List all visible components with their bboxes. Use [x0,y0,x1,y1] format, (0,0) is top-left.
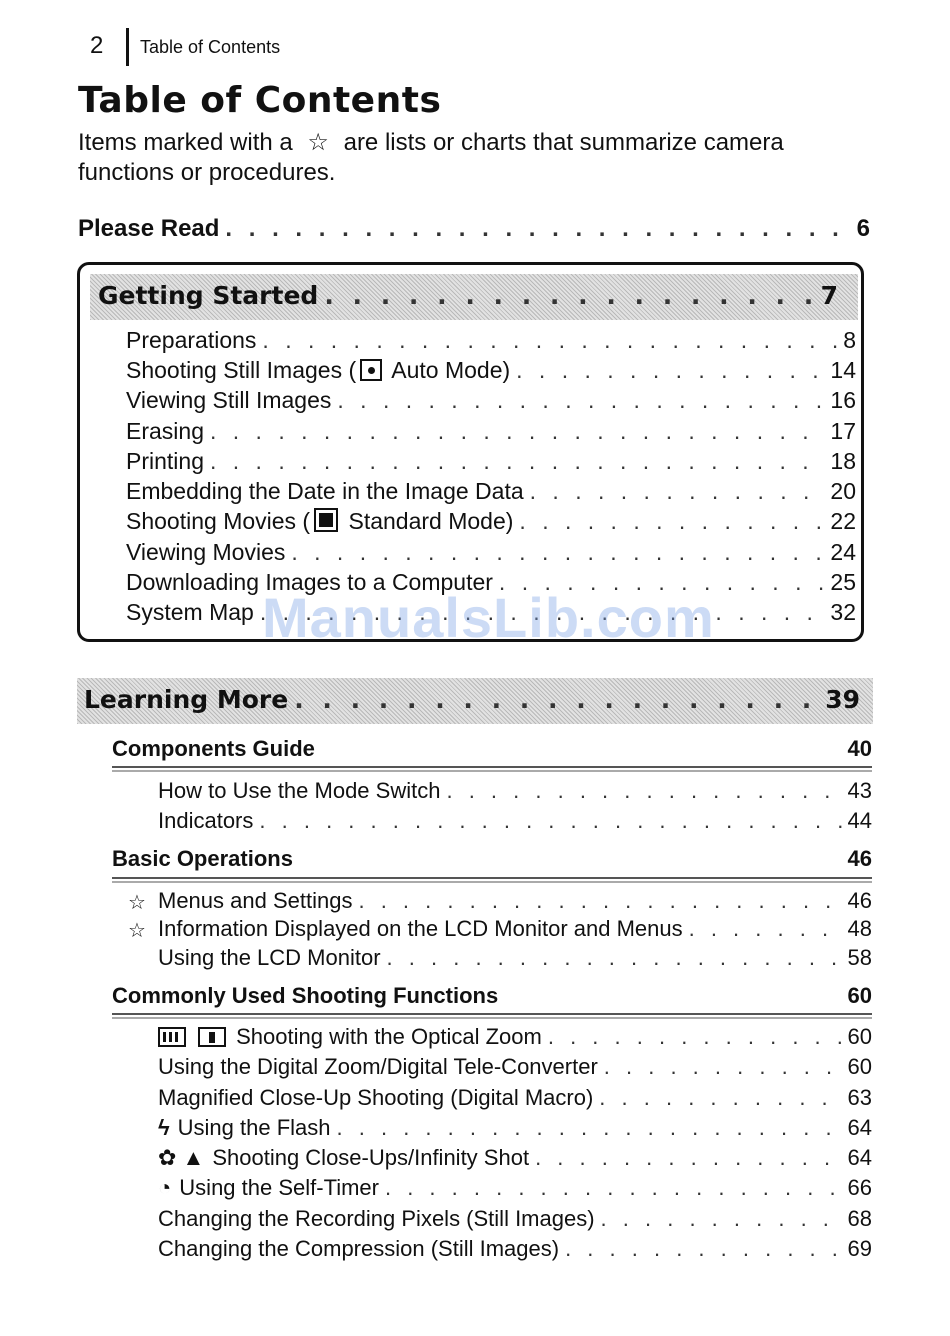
entry-page: 60 [847,1054,872,1079]
section-divider [112,766,872,772]
entry-label: Preparations [126,327,257,353]
heading-page: 7 [820,281,838,310]
dot-leader [601,1206,842,1232]
zoom-wide-icon [158,1027,186,1047]
heading-page: 39 [825,685,860,714]
entry-label: Changing the Compression (Still Images) [158,1236,560,1261]
entry-page: 46 [847,888,872,913]
label-post: Auto Mode) [386,357,511,383]
movie-standard-mode-icon [314,508,338,532]
entry-page: 69 [847,1236,872,1261]
dot-leader [358,888,841,914]
toc-section-components-guide[interactable] [112,736,872,762]
toc-entry-flash[interactable] [158,1115,872,1141]
toc-heading-getting-started[interactable] [98,281,838,310]
toc-entry-optical-zoom[interactable] [158,1024,872,1050]
entry-label: Viewing Movies [126,539,286,565]
running-header-title: Table of Contents [140,37,281,57]
toc-entry-mode-switch[interactable] [158,778,872,804]
star-icon: ☆ [307,129,329,156]
dot-leader [689,916,842,942]
toc-heading-learning-more[interactable] [84,685,860,714]
entry-label: How to Use the Mode Switch [158,778,441,803]
entry-page: 60 [847,1024,872,1049]
label-text: Using the Flash [177,1115,331,1140]
entry-page: 8 [843,327,856,353]
dot-leader [516,357,824,384]
heading-label: Getting Started [98,281,319,310]
section-page: 46 [847,846,872,871]
entry-page: 43 [847,778,872,803]
auto-mode-icon [360,359,382,381]
intro-text [78,128,868,188]
entry-label: System Map [126,599,254,625]
dot-leader [530,478,825,505]
entry-label [158,1115,331,1141]
toc-entry-menus-settings[interactable] [158,888,872,914]
section-title: Components Guide [112,736,315,761]
toc-entry-erasing[interactable] [126,418,856,445]
toc-entry-shooting-still-images[interactable] [126,357,856,384]
section-page: 60 [847,983,872,1008]
toc-entry-compression[interactable] [158,1236,872,1262]
section-title: Basic Operations [112,846,293,871]
star-icon: ☆ [128,920,146,942]
macro-infinity-icon: ✿ ▲ [158,1145,205,1170]
entry-page: 44 [847,808,872,833]
label-text: Shooting with the Optical Zoom [236,1024,542,1049]
dot-leader [565,1236,841,1262]
entry-page: 58 [847,945,872,970]
entry-page: 48 [847,916,872,941]
entry-page: 6 [856,215,870,242]
entry-label: Menus and Settings [158,888,353,913]
entry-page: 66 [847,1175,872,1200]
entry-page: 17 [830,418,856,444]
section-page: 40 [847,736,872,761]
entry-label: Printing [126,448,204,474]
entry-page: 22 [830,508,856,534]
section-title: Commonly Used Shooting Functions [112,983,499,1008]
dot-leader [210,448,824,475]
toc-entry-digital-macro[interactable] [158,1085,872,1111]
heading-label: Learning More [84,685,289,714]
entry-label [158,1024,542,1050]
entry-page: 24 [830,539,856,565]
entry-page: 16 [830,387,856,413]
section-divider [112,1013,872,1019]
toc-entry-self-timer[interactable] [158,1175,872,1201]
entry-page: 25 [830,569,856,595]
intro-before: Items marked with a [78,129,293,156]
dot-leader [337,1115,842,1141]
entry-page: 14 [830,357,856,383]
entry-label [158,1175,379,1201]
entry-label: Magnified Close-Up Shooting (Digital Macro) [158,1085,594,1110]
entry-label: Please Read [78,215,220,242]
entry-label: Indicators [158,808,254,833]
entry-label: Using the Digital Zoom/Digital Tele-Converter [158,1054,598,1079]
dot-leader [548,1024,842,1050]
entry-label: Erasing [126,418,204,444]
dot-leader [387,945,842,971]
label-text: Shooting Close-Ups/Infinity Shot [212,1145,530,1170]
dot-leader [385,1175,842,1201]
intro-after: are lists or charts that summarize camera functions or procedures. [78,129,784,186]
dot-leader [210,418,824,445]
toc-entry-shooting-movies[interactable] [126,508,856,535]
entry-page: 68 [847,1206,872,1231]
entry-label: Information Displayed on the LCD Monitor and Menus [158,916,683,941]
self-timer-icon: ◔ [158,1175,172,1200]
dot-leader [599,1085,841,1111]
entry-label [126,508,513,535]
entry-page: 64 [847,1115,872,1140]
toc-section-basic-operations[interactable] [112,846,872,872]
dot-leader [291,539,824,566]
toc-section-shooting-functions[interactable] [112,983,872,1009]
watermark: ManualsLib.com [262,586,715,649]
entry-page: 32 [830,599,856,625]
toc-entry-embedding-date[interactable] [126,478,856,505]
entry-label: Downloading Images to a Computer [126,569,493,595]
toc-entry-recording-pixels[interactable] [158,1206,872,1232]
entry-label: Changing the Recording Pixels (Still Images) [158,1206,595,1231]
zoom-tele-icon [198,1027,226,1047]
entry-label: Viewing Still Images [126,387,332,413]
dot-leader [294,685,819,714]
dot-leader [337,387,824,414]
dot-leader [225,215,850,243]
toc-entry-viewing-still-images[interactable] [126,387,856,414]
toc-entry-viewing-movies[interactable] [126,539,856,566]
toc-entry-digital-zoom[interactable] [158,1054,872,1080]
label-post: Standard Mode) [342,508,514,534]
entry-page: 18 [830,448,856,474]
label-text: Using the Self-Timer [179,1175,379,1200]
dot-leader [535,1145,841,1171]
entry-label [126,357,510,384]
label-pre: Shooting Movies ( [126,508,311,534]
header-divider [126,28,129,66]
toc-entry-indicators[interactable] [158,808,872,834]
toc-entry-please-read[interactable] [78,215,870,243]
entry-label: Embedding the Date in the Image Data [126,478,524,504]
dot-leader [519,508,824,535]
toc-entry-printing[interactable] [126,448,856,475]
toc-entry-close-ups[interactable] [158,1145,872,1171]
toc-entry-preparations[interactable] [126,327,856,354]
dot-leader [446,778,841,804]
entry-page: 63 [847,1085,872,1110]
page-title: Table of Contents [78,80,442,121]
page-number: 2 [90,32,104,59]
entry-label [158,1145,529,1171]
entry-page: 20 [830,478,856,504]
label-pre: Shooting Still Images ( [126,357,357,383]
star-icon: ☆ [128,892,146,914]
dot-leader [259,808,841,834]
dot-leader [324,281,814,310]
entry-label: Using the LCD Monitor [158,945,381,970]
section-divider [112,877,872,883]
dot-leader [604,1054,842,1080]
dot-leader [262,327,837,354]
entry-page: 64 [847,1145,872,1170]
toc-entry-lcd-monitor[interactable] [158,945,872,971]
toc-entry-lcd-information[interactable] [158,916,872,942]
flash-icon: ϟ [158,1115,170,1140]
